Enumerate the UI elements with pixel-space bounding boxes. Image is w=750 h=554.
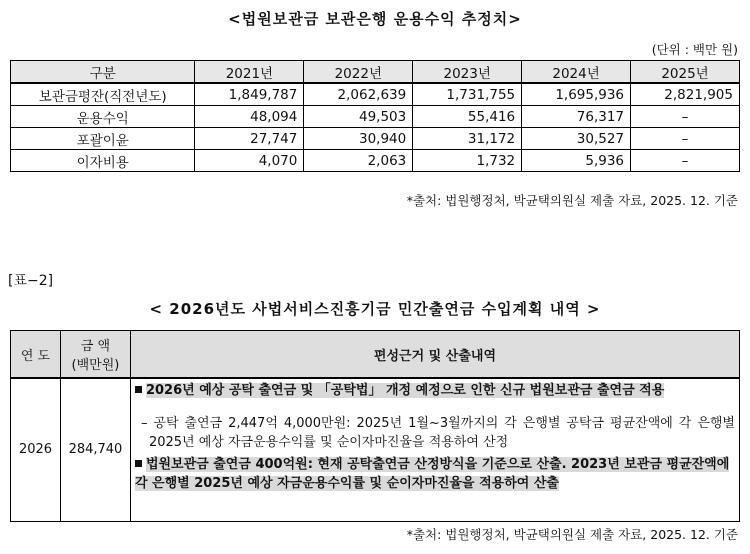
table1-header-cell: 2022년 [304,61,413,84]
table-cell: 5,936 [522,150,631,172]
bullet-item [135,455,735,493]
table-row [11,106,740,128]
table-cell: – [631,128,740,150]
amount-cell: 284,740 [60,378,130,521]
table-cell: 76,317 [522,106,631,128]
bullet-item [135,381,735,400]
year-cell: 2026 [11,378,61,521]
table-cell: 2,063 [304,150,413,172]
plan-table [10,330,740,522]
table1-header-row [11,61,740,84]
table-cell: 4,070 [195,150,304,172]
table-row [11,378,740,521]
table-cell: 31,172 [413,128,522,150]
table1-title: <법원보관금 보관은행 운용수익 추정치> [228,10,522,28]
square-bullet-icon [135,386,142,393]
table1-header-cell: 2023년 [413,61,522,84]
table-row [11,128,740,150]
dash-item: – 공탁 출연금 2,447억 4,000만원: 2025년 1월~3월까지의 각 은행별 공탁금 평균잔액에 각 은행별 2025년 예상 자금운용수익률 및 순이자마진율을 적용하여 산정 [140,416,735,450]
body-header: 편성근거 및 산출내역 [130,331,739,379]
table-cell: 55,416 [413,106,522,128]
table-cell: 30,940 [304,128,413,150]
table-cell: 1,731,755 [413,83,522,106]
table-cell: 30,527 [522,128,631,150]
table1-header-cell: 2025년 [631,61,740,84]
table-row [11,83,740,106]
amount-header-line2: (백만원) [71,358,120,373]
table-cell: 27,747 [195,128,304,150]
table-cell: 1,849,787 [195,83,304,106]
amount-header [60,331,130,379]
row-label: 포괄이윤 [11,128,195,150]
year-header: 연 도 [11,331,61,379]
row-label: 이자비용 [11,150,195,172]
table1-header-cell: 2024년 [522,61,631,84]
table-cell: 2,062,639 [304,83,413,106]
bullet-text: 법원보관금 출연금 400억원: 현재 공탁출연금 산정방식을 기준으로 산출. 2023년 보관금 평균잔액에 각 은행별 2025년 예상 자금운용수익률 및 순이자마진율을 적용하여 산출 [134,457,730,491]
square-bullet-icon [135,460,142,467]
row-label: 운용수익 [11,106,195,128]
table2-label: [표−2] [8,273,54,289]
row-label: 보관금평잔(직전년도) [11,83,195,106]
table-cell: 1,732 [413,150,522,172]
amount-header-line1: 금 액 [80,339,111,354]
content-cell [130,378,739,521]
table2-source: *출처: 법원행정처, 박균택의원실 제출 자료, 2025. 12. 기준 [406,527,738,542]
table1-header-cell: 구분 [11,61,195,84]
table-cell: 1,695,936 [522,83,631,106]
table-cell: 49,503 [304,106,413,128]
table-cell: 48,094 [195,106,304,128]
table2-header-row [11,331,740,379]
table-row [11,150,740,172]
table1-unit: (단위 : 백만 원) [651,42,738,57]
table-cell: 2,821,905 [631,83,740,106]
table-cell: – [631,150,740,172]
table2-title: < 2026년도 사법서비스진흥기금 민간출연금 수입계획 내역 > [149,300,601,318]
table1-header-cell: 2021년 [195,61,304,84]
table-cell: – [631,106,740,128]
bullet-text: 2026년 예상 공탁 출연금 및 「공탁법」 개정 예정으로 인한 신규 법원보관금 출연금 적용 [145,383,665,398]
table1-source: *출처: 법원행정처, 박균택의원실 제출 자료, 2025. 12. 기준 [406,193,738,208]
estimate-table [10,60,740,172]
